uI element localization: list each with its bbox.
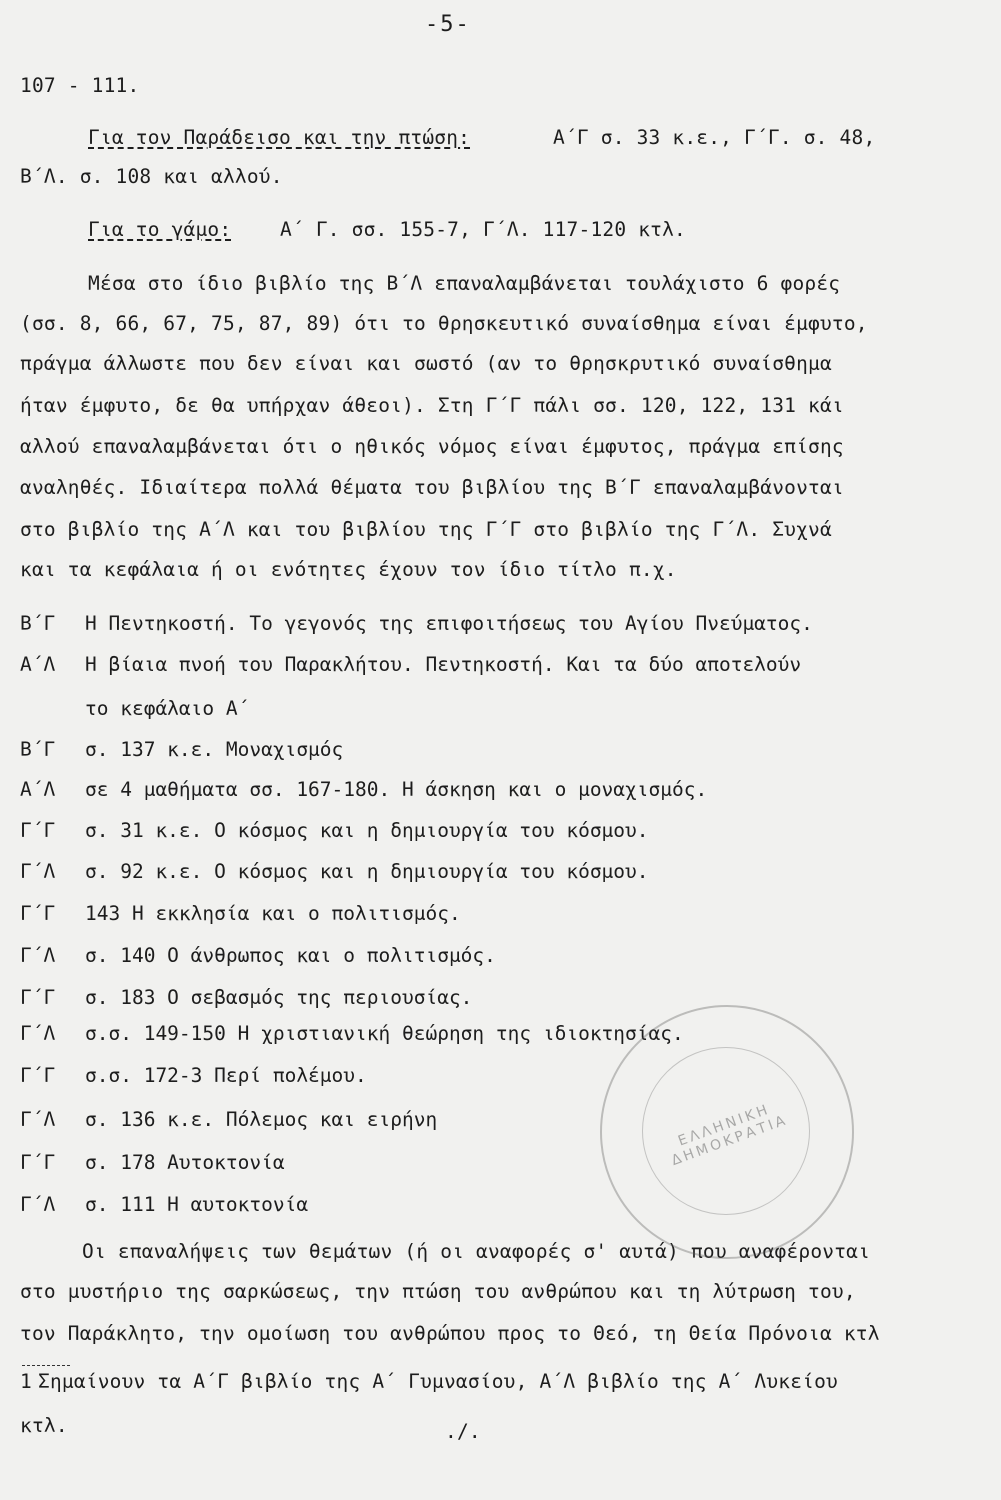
book-code: Β΄Γ [20,738,56,761]
book-code: Γ΄Γ [20,986,56,1009]
item-text: σ.σ. 172-3 Περί πολέμου. [85,1064,367,1087]
item-text: 143 Η εκκλησία και ο πολιτισμός. [85,902,461,925]
item-text: σ. 92 κ.ε. Ο κόσμος και η δημιουργία του κόσμου. [85,860,649,883]
end-mark: ./. [445,1420,481,1443]
item-text: το κεφάλαιο Α΄ [85,697,250,720]
text-line: (σσ. 8, 66, 67, 75, 87, 89) ότι το θρησκευτικό συναίσθημα είναι έμφυτο, [20,312,868,335]
text-line: Α΄ Γ. σσ. 155-7, Γ΄Λ. 117-120 κτλ. [280,218,686,241]
list-item [20,944,980,972]
heading-paradise: Για τον Παράδεισο και την πτώση: [88,126,471,149]
item-text: σ. 183 Ο σεβασμός της περιουσίας. [85,986,473,1009]
text-line: στο μυστήριο της σαρκώσεως, την πτώση του ανθρώπου και τη λύτρωση του, [20,1280,856,1303]
book-code: Γ΄Γ [20,902,56,925]
list-item [20,1193,980,1221]
book-code: Γ΄Λ [20,1022,56,1045]
item-text: σ. 140 Ο άνθρωπος και ο πολιτισμός. [85,944,496,967]
list-item [20,653,980,681]
list-item [20,902,980,930]
book-code: Β΄Γ [20,612,56,635]
text-line: Β΄Λ. σ. 108 και αλλού. [20,165,283,188]
item-text: σ. 136 κ.ε. Πόλεμος και ειρήνη [85,1108,438,1131]
list-item [20,860,980,888]
book-code: Γ΄Λ [20,1108,56,1131]
text-line: πράγμα άλλωστε που δεν είναι και σωστό (αν το θρησκρυτικό συναίσθημα [20,352,832,375]
book-code: Α΄Λ [20,653,56,676]
text-line: στο βιβλίο της Α΄Λ και του βιβλίου της Γ΄Γ στο βιβλίο της Γ΄Λ. Συχνά [20,518,832,541]
text-line: Μέσα στο ίδιο βιβλίο της Β΄Λ επαναλαμβάνεται τουλάχιστο 6 φορές [88,272,841,295]
list-item [20,986,980,1014]
text-line: 107 - 111. [20,74,140,97]
footnote-mark: 1 [20,1370,32,1393]
item-text: Η Πεντηκοστή. Το γεγονός της επιφοιτήσεως του Αγίου Πνεύματος. [85,612,813,635]
book-code: Γ΄Γ [20,1064,56,1087]
text-line: ήταν έμφυτο, δε θα υπήρχαν άθεοι). Στη Γ΄Γ πάλι σσ. 120, 122, 131 κάι [20,394,844,417]
footnote-text: Σημαίνουν τα Α΄Γ βιβλίο της Α΄ Γυμνασίου, Α΄Λ βιβλίο της Α΄ Λυκείου [38,1370,838,1393]
list-item [20,819,980,847]
item-text: σ.σ. 149-150 Η χριστιανική θεώρηση της ιδιοκτησίας. [85,1022,684,1045]
book-code: Γ΄Γ [20,1151,56,1174]
item-text: σ. 178 Αυτοκτονία [85,1151,285,1174]
official-stamp [600,1005,854,1259]
item-text: σ. 31 κ.ε. Ο κόσμος και η δημιουργία του κόσμου. [85,819,649,842]
book-code: Γ΄Λ [20,944,56,967]
item-text: σ. 111 Η αυτοκτονία [85,1193,309,1216]
list-item [20,697,980,725]
text-line: τον Παράκλητο, την ομοίωση του ανθρώπου προς το Θεό, τη Θεία Πρόνοια κτλ [20,1322,880,1345]
page-number: -5- [425,12,471,37]
list-item [20,738,980,766]
text-line: Α΄Γ σ. 33 κ.ε., Γ΄Γ. σ. 48, [553,126,876,149]
book-code: Γ΄Λ [20,1193,56,1216]
list-item [20,778,980,806]
text-line: και τα κεφάλαια ή οι ενότητες έχουν τον ίδιο τίτλο π.χ. [20,558,677,581]
heading-marriage: Για το γάμο: [88,218,232,241]
footnote-text: κτλ. [20,1414,68,1437]
list-item [20,612,980,640]
item-text: Η βίαια πνοή του Παρακλήτου. Πεντηκοστή. Και τα δύο αποτελούν [85,653,802,676]
book-code: Γ΄Γ [20,819,56,842]
text-line: Οι επαναλήψεις των θεμάτων (ή οι αναφορές σ' αυτά) που αναφέρονται [82,1240,871,1263]
text-line: αλλού επαναλαμβάνεται ότι ο ηθικός νόμος είναι έμφυτος, πράγμα επίσης [20,435,844,458]
book-code: Α΄Λ [20,778,56,801]
item-text: σε 4 μαθήματα σσ. 167-180. Η άσκηση και ο μοναχισμός. [85,778,708,801]
footnote-rule [22,1365,70,1366]
text-line: αναληθές. Ιδιαίτερα πολλά θέματα του βιβλίου της Β΄Γ επαναλαμβάνονται [20,476,844,499]
book-code: Γ΄Λ [20,860,56,883]
list-item [20,1022,980,1050]
item-text: σ. 137 κ.ε. Μοναχισμός [85,738,344,761]
stamp-text: ΕΛΛΗΝΙΚΗ ΔΗΜΟΚΡΑΤΙΑ [669,1101,791,1170]
